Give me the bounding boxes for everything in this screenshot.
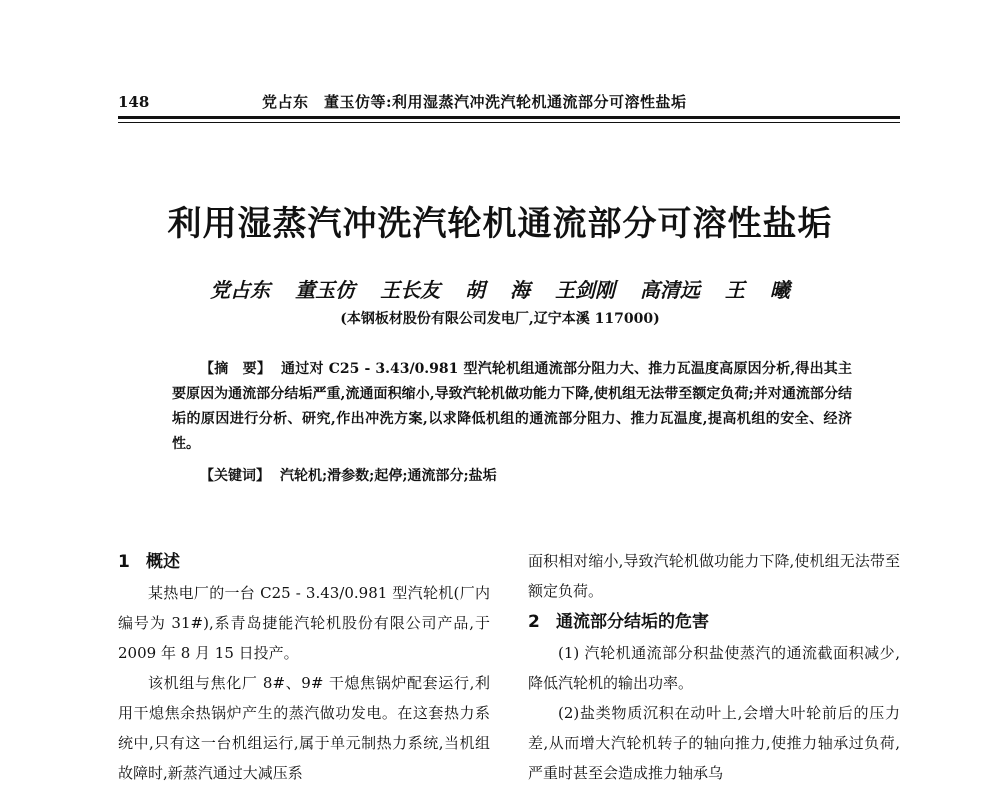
section-title: 通流部分结垢的危害 [556,612,709,632]
paragraph: (1) 汽轮机通流部分积盐使蒸汽的通流截面积减少,降低汽轮机的输出功率。 [528,644,900,692]
header-rule-thin [118,122,900,123]
header-rule-thick [118,116,900,119]
abstract-text: 通过对 C25 - 3.43/0.981 型汽轮机组通流部分阻力大、推力瓦温度高原因分析,得出其主要原因为通流部分结垢严重,流通面积缩小,导致汽轮机做功能力下降,使机组无法带至额定负荷;并对通流部分结垢的原因进行分析、研究,作出冲洗方案,以求降低机组的通流部分阻力、推力瓦温度,提高机组的安全、经济性。 [172,361,852,452]
paragraph: (2)盐类物质沉积在动叶上,会增大叶轮前后的压力差,从而增大汽轮机转子的轴向推力,使推力轴承过负荷,严重时甚至会造成推力轴承乌 [528,704,900,782]
keywords [200,465,497,485]
paragraph: 该机组与焦化厂 8#、9# 干熄焦锅炉配套运行,利用干熄焦余热锅炉产生的蒸汽做功发电。在这套热力系统中,只有这一台机组运行,属于单元制热力系统,当机组故障时,新蒸汽通过大减压系 [118,674,490,782]
paragraph: 面积相对缩小,导致汽轮机做功能力下降,使机组无法带至额定负荷。 [528,552,900,600]
running-title: 党占东 董玉仿等:利用湿蒸汽冲洗汽轮机通流部分可溶性盐垢 [262,93,687,111]
abstract-label: 【摘 要】 [200,361,272,377]
paper-title: 利用湿蒸汽冲洗汽轮机通流部分可溶性盐垢 [167,204,833,244]
section-number: 1 [118,552,130,572]
affiliation: (本钢板材股份有限公司发电厂,辽宁本溪 117000) [340,311,660,327]
page-number: 148 [118,93,150,111]
left-column [118,546,490,788]
paragraph: 某热电厂的一台 C25 - 3.43/0.981 型汽轮机(厂内编号为 31#),系青岛捷能汽轮机股份有限公司产品,于 2009 年 8 月 15 日投产。 [118,584,490,662]
right-column [528,546,900,788]
keywords-label: 【关键词】 [200,468,270,484]
section-number: 2 [528,612,540,632]
authors: 党占东 董玉仿 王长友 胡 海 王剑刚 高清远 王 曦 [210,278,790,302]
abstract [172,357,852,457]
section-title: 概述 [146,552,180,572]
keywords-text: 汽轮机;滑参数;起停;通流部分;盐垢 [280,468,497,484]
section-heading-2 [528,608,900,636]
section-heading-1 [118,548,490,576]
